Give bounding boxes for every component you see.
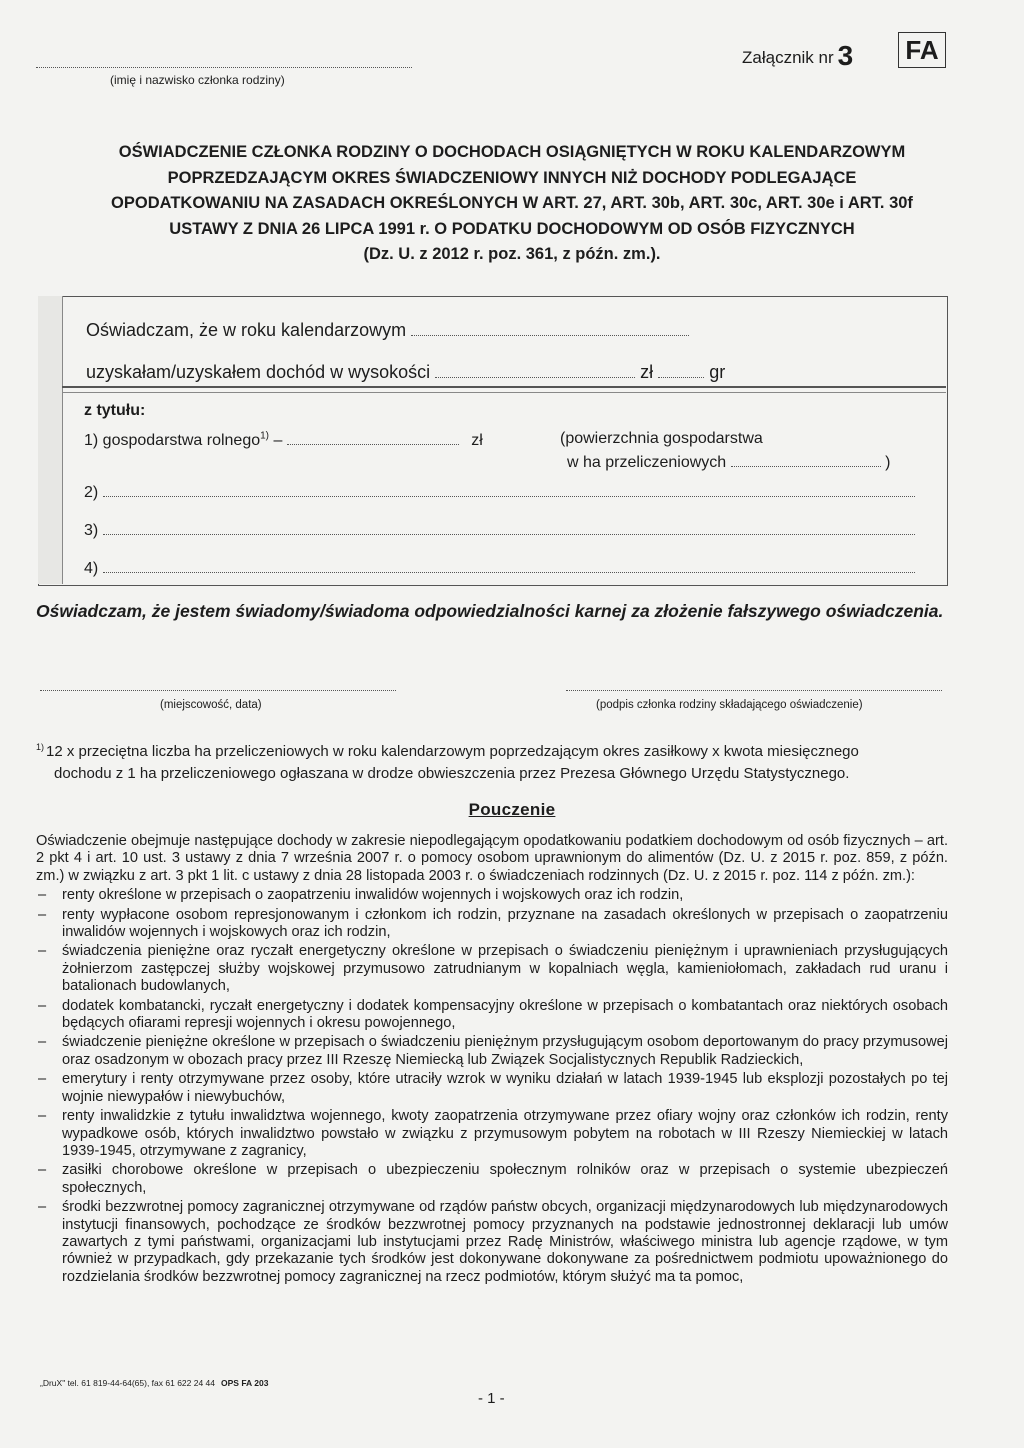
list-item-text: emerytury i renty otrzymywane przez osoby, które utraciły wzrok w wyniku działań w latach 1939-1945 lub eksplozji pozostałych po tej wojnie niewypałów i niewybuchów,	[62, 1071, 948, 1105]
title-line: (Dz. U. z 2012 r. poz. 361, z późn. zm.).	[363, 245, 661, 263]
income-source-heading: z tytułu:	[84, 402, 146, 419]
list-dash: –	[38, 1071, 47, 1088]
list-item-text: renty wypłacone osobom represjonowanym i członkom ich rodzin, przyznane na zasadach określonych w przepisach o zaopatrzeniu inwalidów wojennych i wojskowych oraz ich rodzin,	[62, 906, 948, 941]
year-field[interactable]	[411, 321, 689, 336]
list-dash: –	[38, 887, 47, 904]
list-dash: –	[38, 1108, 47, 1125]
list-item-text: świadczenie pieniężne określone w przepisach o świadczeniu pieniężnym przysługującym osobom deportowanym do pracy przymusowej oraz osadzonym w obozach pracy przez III Rzeszę Niemiecką lub Związek Socjalistycznych Republik Radzieckich,	[62, 1034, 948, 1068]
name-caption: (imię i nazwisko członka rodziny)	[110, 73, 285, 87]
list-item	[36, 998, 948, 1033]
place-date-caption: (miejscowość, data)	[160, 699, 262, 711]
list-item-text: dodatek kombatancki, ryczałt energetyczny i dodatek kompensacyjny określone w przepisach o kombatantach oraz niektórych osobach będących ofiarami represji wojennych i okresu powojennego,	[62, 997, 948, 1032]
list-item	[36, 1034, 948, 1069]
list-item-text: renty inwalidzkie z tytułu inwalidztwa wojennego, kwoty zaopatrzenia otrzymywane przez ofiary wojny oraz członków ich rodzin, renty wypadkowe osób, których inwalidztwo powstało w związku z przymusowym pobytem na robotach w III Rzeszy Niemieckiej w latach 1939-1945, otrzymywane z zagranicy,	[62, 1108, 948, 1159]
title-line: OPODATKOWANIU NA ZASADACH OKREŚLONYCH W ART. 27, ART. 30b, ART. 30c, ART. 30e i ART. 30f	[111, 194, 913, 212]
footnote-marker: 1)	[36, 742, 45, 752]
farm-income-row	[84, 430, 483, 450]
footnote-line	[36, 742, 956, 764]
footnote	[36, 742, 956, 783]
declaration-margin	[38, 296, 63, 584]
item-3-field[interactable]	[103, 520, 915, 535]
footnote-text-2: dochodu z 1 ha przeliczeniowego ogłaszana w drodze obwieszczenia przez Prezesa Głównego Urzędu Statystycznego.	[54, 764, 850, 782]
footnote-text-1: 12 x przeciętna liczba ha przeliczeniowych w roku kalendarzowym poprzedzającym okres zasiłkowy x kwota miesięcznego	[46, 743, 859, 760]
instructions-title: Pouczenie	[468, 800, 556, 819]
list-item	[36, 907, 948, 942]
area-field[interactable]	[731, 452, 881, 467]
list-dash: –	[38, 906, 47, 923]
list-item	[36, 1199, 948, 1286]
place-date-field[interactable]	[40, 690, 396, 691]
annex-number: 3	[837, 40, 854, 71]
list-item	[36, 1071, 948, 1106]
title-line: OŚWIADCZENIE CZŁONKA RODZINY O DOCHODACH OSIĄGNIĘTYCH W ROKU KALENDARZOWYM	[118, 143, 906, 161]
farm-income-field[interactable]	[287, 430, 459, 445]
income-zl-unit: zł	[640, 362, 654, 382]
printer-contact: „DruX" tel. 61 819-44-64(65), fax 61 622 24 44	[40, 1378, 216, 1388]
list-dash: –	[38, 997, 47, 1014]
income-item-4	[84, 558, 915, 578]
annex-text: Załącznik nr	[742, 48, 834, 67]
item-2-field[interactable]	[103, 482, 915, 497]
item-4-field[interactable]	[103, 558, 915, 573]
instructions-section	[36, 833, 948, 1288]
signature-caption: (podpis członka rodziny składającego oświadczenie)	[596, 699, 863, 711]
item-2-label: 2)	[84, 484, 99, 501]
list-item-text: renty określone w przepisach o zaopatrzeniu inwalidów wojennych i wojskowych oraz ich rodzin,	[62, 887, 684, 904]
list-item-text: zasiłki chorobowe określone w przepisach o ubezpieczeniu społecznym rolników oraz w przepisach o systemie ubezpieczeń społecznych,	[62, 1162, 948, 1196]
farm-dash: –	[273, 432, 283, 449]
list-item	[36, 1162, 948, 1197]
form-id: OPS FA 203	[221, 1378, 269, 1388]
year-row	[86, 320, 689, 341]
item-4-label: 4)	[84, 560, 99, 577]
list-item-text: środki bezzwrotnej pomocy zagranicznej otrzymywane od rządów państw obcych, organizacji międzynarodowych lub międzynarodowych instytucji finansowych, pochodzące ze środków bezzwrotnej pomocy przyznanych na podstawie jednostronnej deklaracji lub umów zawartych z tymi państwami, organizacjami lub instytucjami przez Radę Ministrów, właściwego ministra lub agencje rządowe, w tym również w przypadkach, gdy przekazanie tych środków jest dokonywane dokonywane za pośrednictwem podmiotu upoważnionego do rozdzielania środków bezzwrotnej pomocy zagranicznej na rzecz podmiotów, którym służyć ma ta pomoc,	[62, 1199, 948, 1285]
list-dash: –	[38, 1034, 47, 1051]
declaration-divider-thin	[62, 392, 946, 393]
list-dash: –	[38, 1162, 47, 1179]
area-row	[567, 452, 890, 472]
income-label: uzyskałam/uzyskałem dochód w wysokości	[86, 362, 431, 382]
title-line: POPRZEDZAJĄCYM OKRES ŚWIADCZENIOWY INNYCH NIŻ DOCHODY PODLEGAJĄCE	[167, 168, 857, 187]
list-item	[36, 887, 948, 904]
title-line: USTAWY Z DNIA 26 LIPCA 1991 r. O PODATKU DOCHODOWYM OD OSÓB FIZYCZNYCH	[169, 219, 855, 238]
farm-footnote-ref: 1)	[260, 430, 270, 442]
instructions-intro: Oświadczenie obejmuje następujące dochody w zakresie niepodlegającym opodatkowaniu podatkiem dochodowym od osób fizycznych – art. 2 pkt 4 i art. 10 ust. 3 ustawy z dnia 7 września 2007 r. o pomocy osobom uprawnionym do alimentów (Dz. U. z 2015 r. poz. 859, z późn. zm.) w związku z art. 3 pkt 1 lit. c ustawy z dnia 28 listopada 2003 r. o świadczeniach rodzinnych (Dz. U. z 2015 r. poz. 114 z późn. zm.):	[36, 833, 948, 884]
list-item-text: świadczenia pieniężne oraz ryczałt energetyczny określone w przepisach o świadczeniu pieniężnym i uprawnieniach przysługujących żołnierzom zastępczej służby wojskowej przymusowo zatrudnianym w kopalniach węgla, kamieniołomach, zakładach rud uranu i batalionach budowlanych,	[62, 943, 948, 995]
page-number: - 1 -	[478, 1390, 505, 1407]
declaration-divider	[62, 386, 946, 388]
income-types-list	[36, 887, 948, 1286]
annex-label	[742, 38, 853, 70]
list-item	[36, 1108, 948, 1160]
document-title	[30, 140, 994, 268]
area-label-2: w ha przeliczeniowych	[567, 454, 727, 471]
liability-statement: Oświadczam, że jestem świadomy/świadoma odpowiedzialności karnej za złożenie fałszywego oświadczenia.	[36, 601, 944, 621]
income-gr-field[interactable]	[658, 363, 704, 378]
name-fill-line[interactable]	[36, 66, 412, 68]
list-dash: –	[38, 1199, 47, 1216]
income-gr-unit: gr	[709, 362, 726, 382]
farm-label: 1) gospodarstwa rolnego	[84, 432, 261, 449]
farm-zl-unit: zł	[471, 432, 483, 449]
list-dash: –	[38, 943, 47, 960]
area-close: )	[885, 454, 891, 471]
printer-info	[40, 1378, 268, 1388]
item-3-label: 3)	[84, 522, 99, 539]
income-item-3	[84, 520, 915, 540]
area-label-1: (powierzchnia gospodarstwa	[560, 430, 763, 447]
form-code-box: FA	[898, 32, 946, 68]
income-item-2	[84, 482, 915, 502]
income-row	[86, 362, 725, 383]
year-label: Oświadczam, że w roku kalendarzowym	[86, 320, 407, 340]
income-zl-field[interactable]	[435, 363, 635, 378]
signature-field[interactable]	[566, 690, 942, 691]
list-item	[36, 943, 948, 995]
